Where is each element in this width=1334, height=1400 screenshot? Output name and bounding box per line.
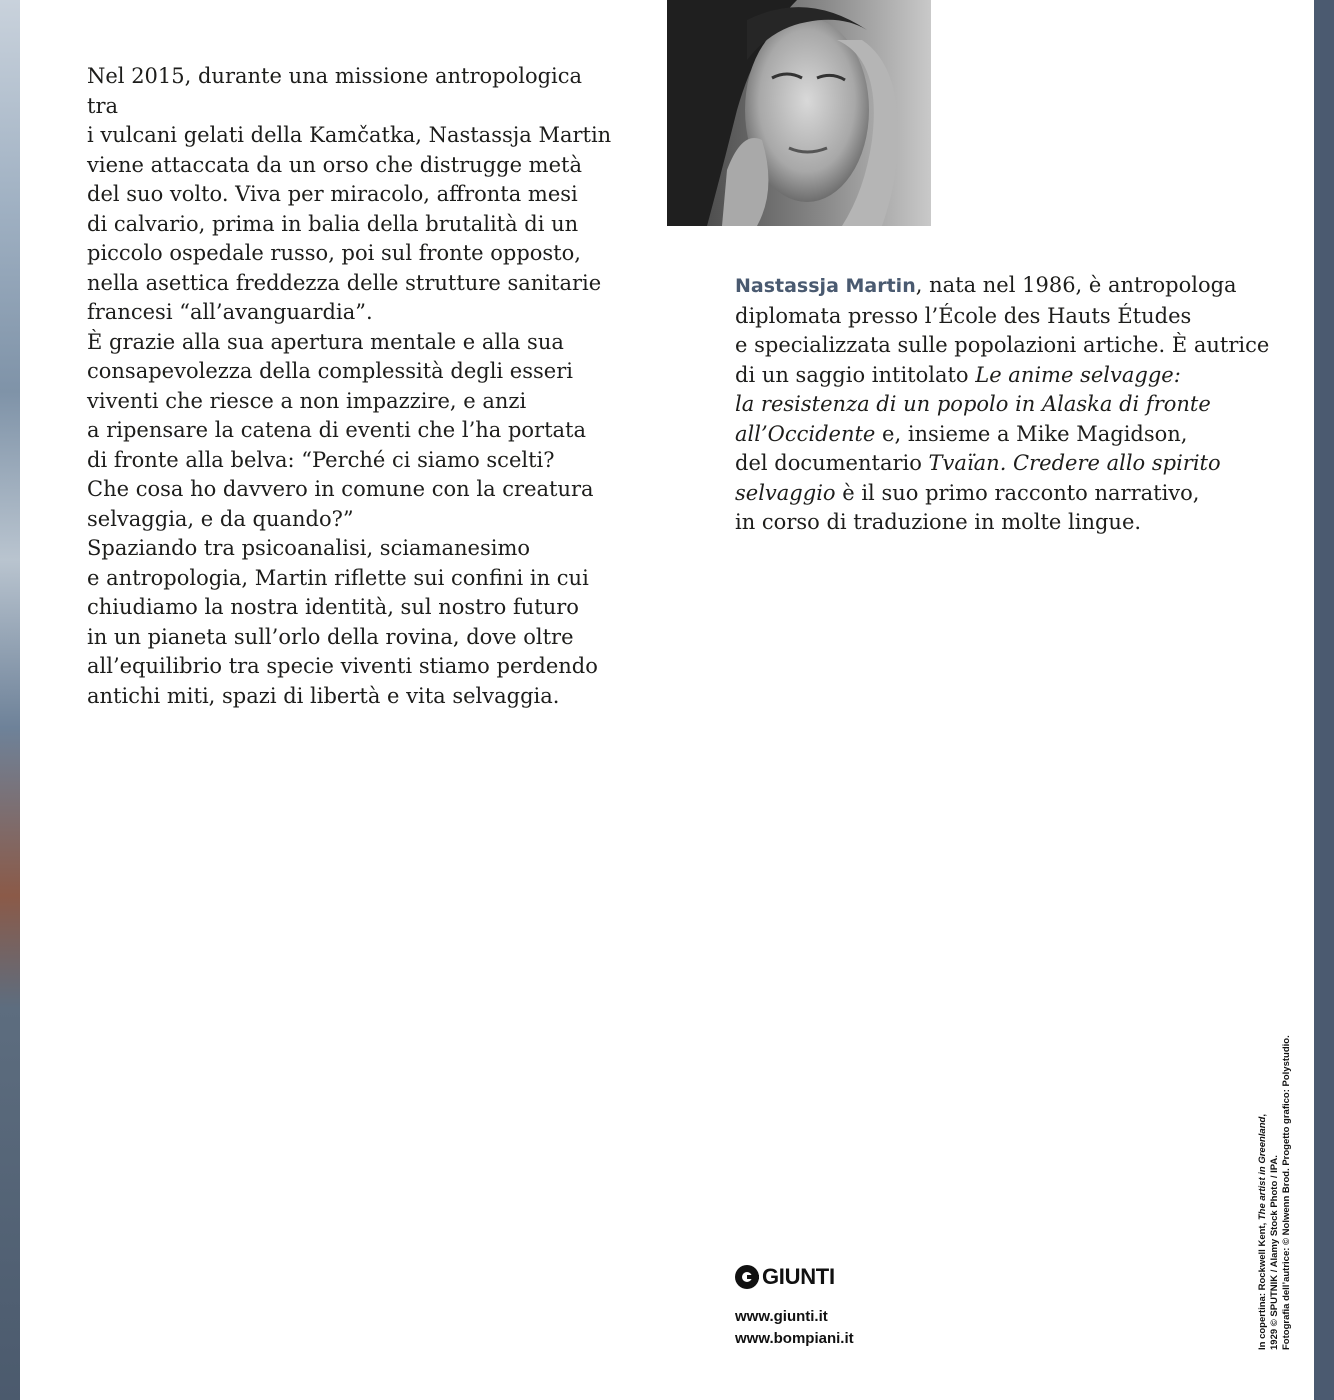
blurb-line: viene attaccata da un orso che distrugge metà	[87, 152, 582, 177]
blurb-line: viventi che riesce a non impazzire, e anzi	[87, 388, 527, 413]
blurb-line: selvaggia, e da quando?”	[87, 506, 354, 531]
blurb-line: È grazie alla sua apertura mentale e alla sua	[87, 329, 564, 354]
bio-text: in corso di traduzione in molte lingue.	[735, 510, 1142, 534]
publisher-url[interactable]: www.giunti.it	[735, 1308, 828, 1325]
book-title: selvaggio	[735, 480, 836, 505]
bio-text: , nata nel 1986, è antropologa	[915, 273, 1237, 297]
blurb-line: di calvario, prima in balia della brutalità di un	[87, 211, 579, 236]
blurb-line: Nel 2015, durante una missione antropologica tra	[87, 64, 583, 118]
bio-text: di un saggio intitolato	[735, 362, 976, 387]
credit-text: In copertina: Rockwell Kent,	[1257, 1220, 1268, 1350]
blurb-line: a ripensare la catena di eventi che l’ha portata	[87, 418, 587, 442]
publisher-url[interactable]: www.bompiani.it	[735, 1330, 854, 1347]
blurb-line: di fronte alla belva: “Perché ci siamo scelti?	[87, 447, 555, 472]
author-portrait-image	[667, 0, 931, 226]
book-title: Le anime selvagge:	[975, 362, 1181, 387]
blurb-line: nella asettica freddezza delle strutture sanitarie	[87, 270, 602, 295]
blurb-line: Spaziando tra psicoanalisi, sciamanesimo	[87, 536, 530, 560]
blurb-line: chiudiamo la nostra identità, sul nostro futuro	[87, 595, 579, 619]
credit-text: 1929 © SPUTNIK / Alamy Stock Photo / IPA.	[1269, 1155, 1280, 1350]
blurb-line: all’equilibrio tra specie viventi stiamo perdendo	[87, 654, 598, 678]
blurb-line: in un pianeta sull’orlo della rovina, dove oltre	[87, 624, 574, 649]
book-title: la resistenza di un popolo in Alaska di fronte	[735, 392, 1211, 416]
blurb-line: i vulcani gelati della Kamčatka, Nastassja Martin	[87, 123, 612, 147]
giunti-logo-icon	[735, 1265, 759, 1289]
bio-text: è il suo primo racconto narrativo,	[835, 480, 1200, 505]
spine-edge	[1314, 0, 1334, 1400]
bio-text: diplomata presso l’École des Hauts Études	[735, 303, 1192, 328]
cover-art-edge	[0, 0, 20, 1400]
book-title: all’Occidente	[735, 421, 876, 446]
publisher-name: GIUNTI	[762, 1264, 835, 1289]
blurb-line: consapevolezza della complessità degli esseri	[87, 359, 573, 383]
author-bio	[735, 271, 1275, 538]
bio-text: del documentario	[735, 451, 929, 475]
author-name: Nastassja Martin	[735, 275, 916, 297]
author-photo	[667, 0, 931, 226]
publisher-logo	[735, 1264, 854, 1290]
bio-text: e specializzata sulle popolazioni artiche. È autrice	[735, 333, 1270, 357]
blurb-line: antichi miti, spazi di libertà e vita selvaggia.	[87, 683, 560, 708]
blurb-line: Che cosa ho davvero in comune con la creatura	[87, 477, 594, 501]
credit-text: ,	[1257, 1114, 1268, 1117]
publisher-block	[735, 1264, 854, 1350]
blurb-line: del suo volto. Viva per miracolo, affronta mesi	[87, 182, 578, 206]
blurb-line: e antropologia, Martin riflette sui confini in cui	[87, 565, 589, 590]
back-cover-blurb	[87, 62, 617, 711]
artwork-title: The artist in Greenland	[1257, 1116, 1268, 1221]
documentary-title: Tvaïan. Credere allo spirito	[928, 451, 1221, 475]
credit-text: Fotografia dell’autrice: © Nolwenn Brod. Progetto grafico: Polystudio.	[1281, 1035, 1292, 1350]
blurb-line: francesi “all’avanguardia”.	[87, 300, 373, 324]
blurb-line: piccolo ospedale russo, poi sul fronte opposto,	[87, 241, 581, 265]
image-credits	[1257, 1010, 1293, 1350]
bio-text: e, insieme a Mike Magidson,	[875, 421, 1188, 446]
